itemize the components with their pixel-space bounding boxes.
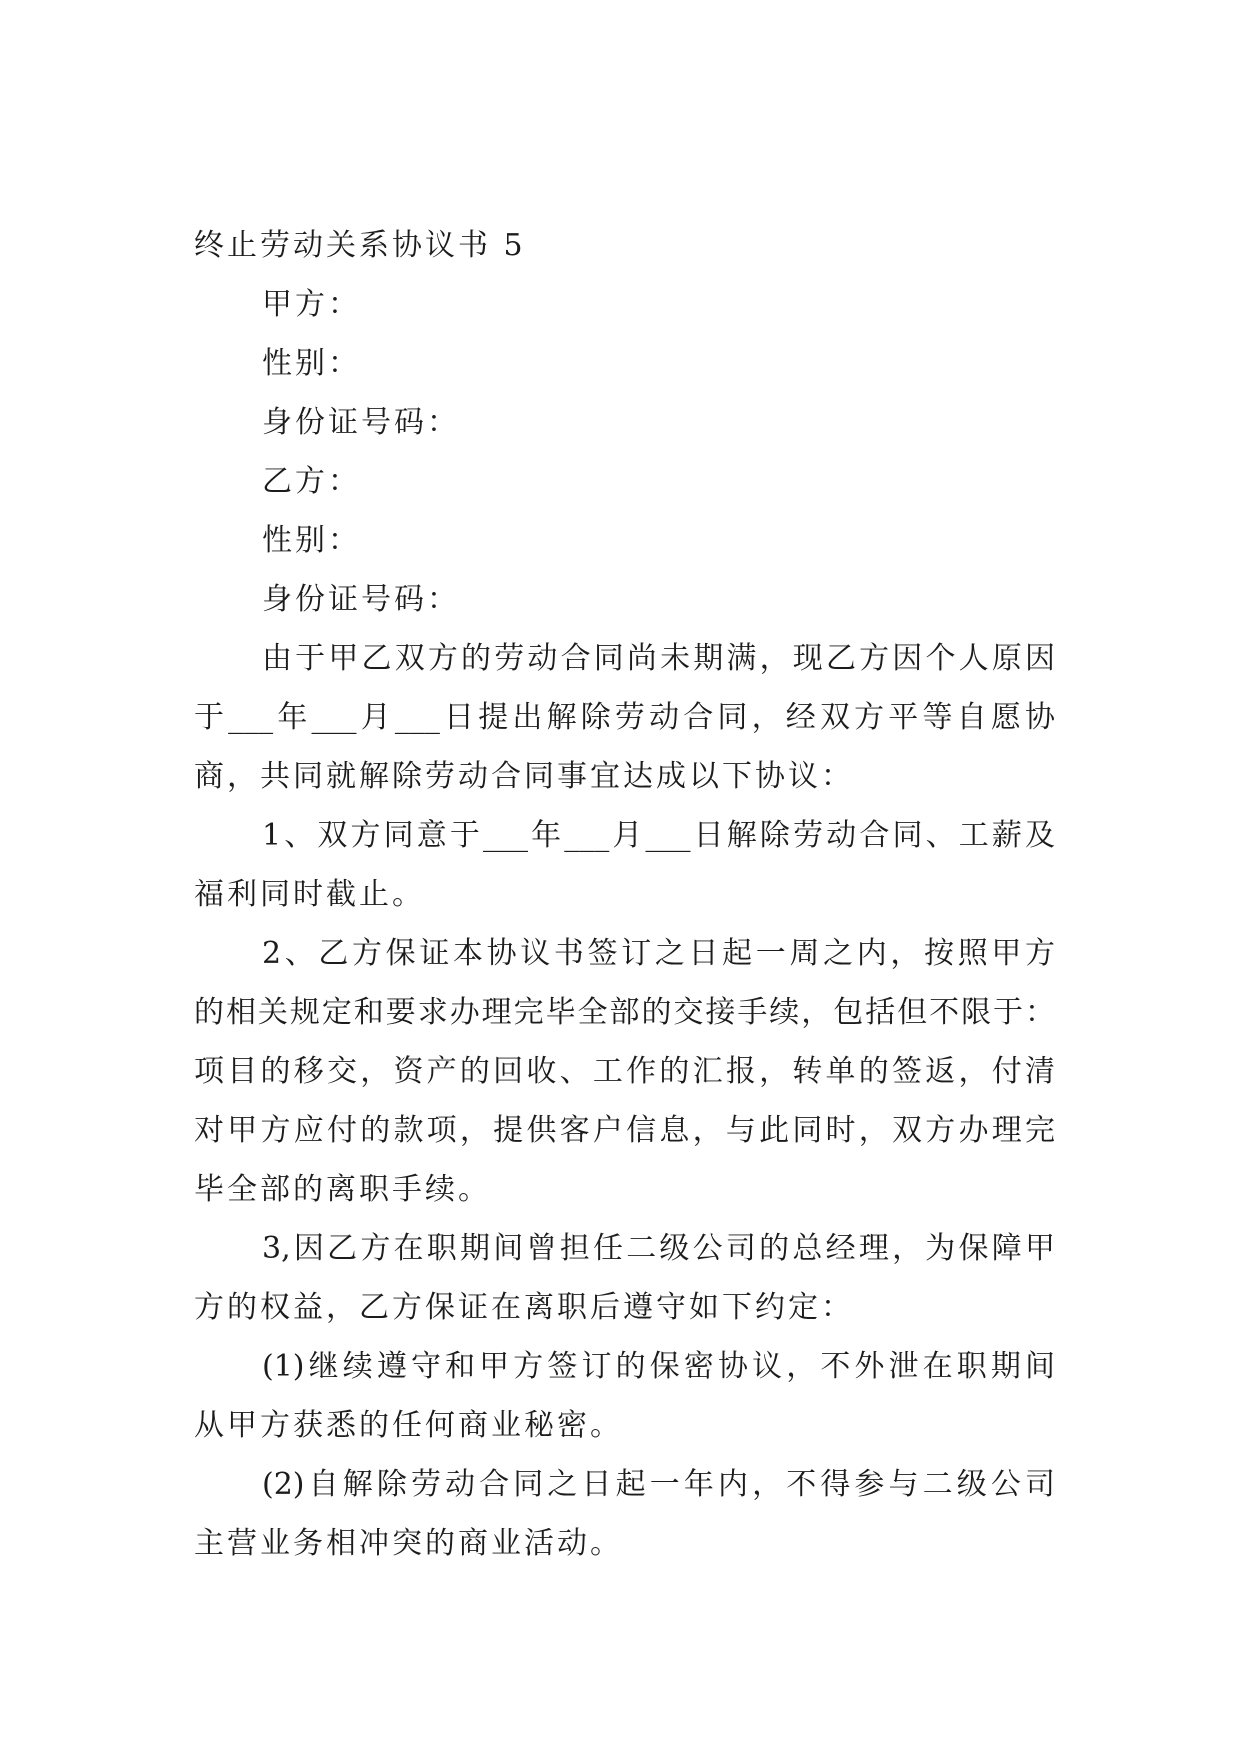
party-b-id-label: 身份证号码： — [262, 582, 460, 617]
paragraph-line: 商，共同就解除劳动合同事宜达成以下协议： — [194, 759, 854, 794]
intro-paragraph — [194, 629, 1055, 806]
party-b-name-label: 乙方： — [262, 464, 361, 499]
paragraph-line: 2、乙方保证本协议书签订之日起一周之内，按照甲方 — [262, 936, 1055, 971]
paragraph-line: 由于甲乙双方的劳动合同尚未期满，现乙方因个人原因 — [262, 641, 1055, 676]
paragraph-line: 项目的移交，资产的回收、工作的汇报，转单的签返，付清 — [194, 1054, 1055, 1089]
clause-1 — [194, 806, 1055, 924]
paragraph-line: 于___年___月___日提出解除劳动合同，经双方平等自愿协 — [194, 700, 1055, 735]
party-b-info — [194, 452, 1055, 629]
party-a-info — [194, 275, 1055, 452]
paragraph-line: 从甲方获悉的任何商业秘密。 — [194, 1408, 623, 1443]
document — [194, 216, 1055, 1573]
clause-3-item-1 — [194, 1337, 1055, 1455]
paragraph-line: (1)继续遵守和甲方签订的保密协议，不外泄在职期间 — [262, 1349, 1055, 1384]
paragraph-line: 毕全部的离职手续。 — [194, 1172, 491, 1207]
paragraph-line: 对甲方应付的款项，提供客户信息，与此同时，双方办理完 — [194, 1113, 1055, 1148]
document-title: 终止劳动关系协议书 5 — [194, 228, 526, 263]
party-b-gender-label: 性别： — [262, 523, 361, 558]
paragraph-line: 3,因乙方在职期间曾担任二级公司的总经理，为保障甲 — [262, 1231, 1055, 1266]
paragraph-line: (2)自解除劳动合同之日起一年内，不得参与二级公司 — [262, 1467, 1055, 1502]
clause-2 — [194, 924, 1055, 1219]
clause-3 — [194, 1219, 1055, 1573]
clause-3-item-2 — [194, 1455, 1055, 1573]
paragraph-line: 1、双方同意于___年___月___日解除劳动合同、工薪及 — [262, 818, 1055, 853]
party-a-name-label: 甲方： — [262, 287, 361, 322]
paragraph-line: 福利同时截止。 — [194, 877, 425, 912]
paragraph-line: 方的权益，乙方保证在离职后遵守如下约定： — [194, 1290, 854, 1325]
party-a-gender-label: 性别： — [262, 346, 361, 381]
paragraph-line: 主营业务相冲突的商业活动。 — [194, 1526, 623, 1561]
paragraph-line: 的相关规定和要求办理完毕全部的交接手续，包括但不限于： — [194, 995, 1055, 1030]
party-a-id-label: 身份证号码： — [262, 405, 460, 440]
